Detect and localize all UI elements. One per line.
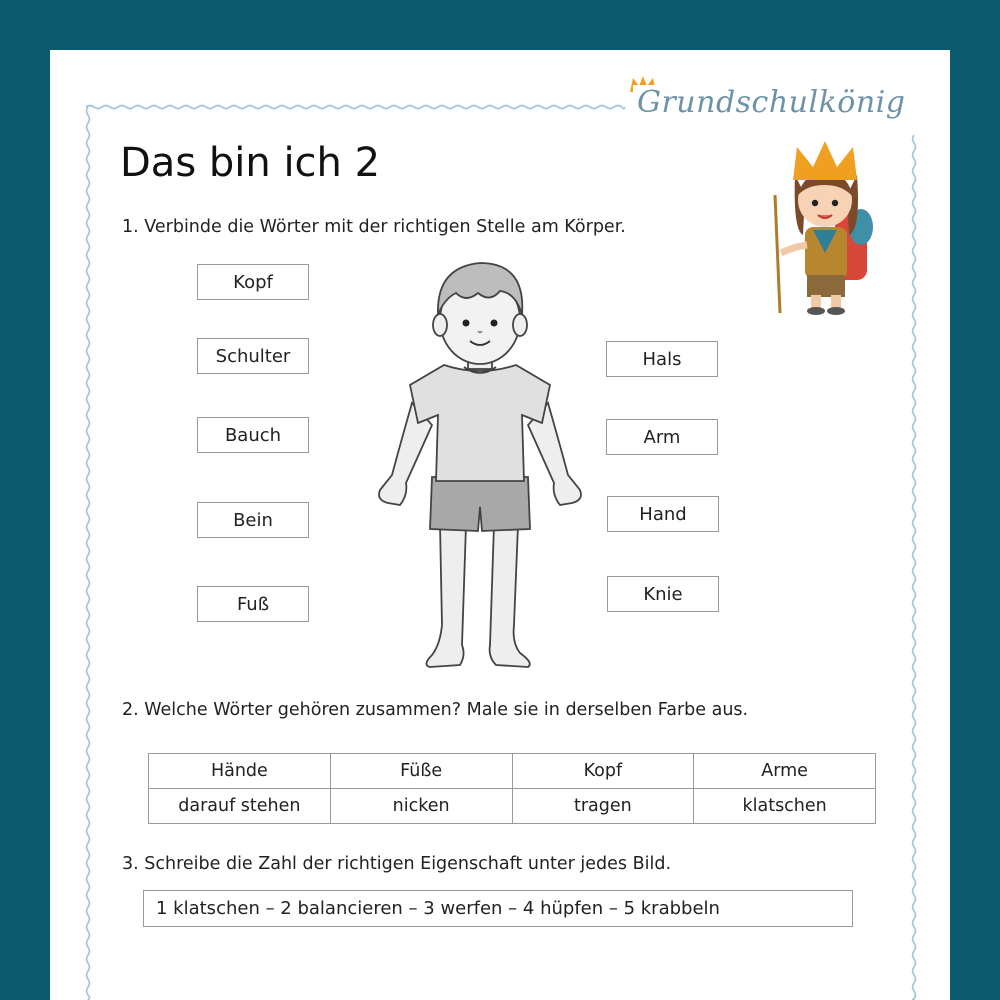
- label-fuss[interactable]: Fuß: [197, 586, 309, 622]
- table-row: [149, 789, 876, 824]
- task2-instruction: 2. Welche Wörter gehören zusammen? Male sie in derselben Farbe aus.: [122, 700, 749, 720]
- table-cell[interactable]: klatschen: [694, 789, 876, 824]
- brand-logo: Grundschulkönig: [633, 85, 909, 120]
- child-explorer-illustration: [765, 135, 885, 315]
- table-cell[interactable]: tragen: [512, 789, 694, 824]
- word-match-table: [148, 753, 876, 824]
- table-cell[interactable]: Arme: [694, 754, 876, 789]
- task3-instruction: 3. Schreibe die Zahl der richtigen Eigenschaft unter jedes Bild.: [122, 854, 672, 874]
- table-cell[interactable]: nicken: [330, 789, 512, 824]
- label-kopf[interactable]: Kopf: [197, 264, 309, 300]
- label-knie[interactable]: Knie: [607, 576, 719, 612]
- label-hals[interactable]: Hals: [606, 341, 718, 377]
- label-bein[interactable]: Bein: [197, 502, 309, 538]
- worksheet: [50, 50, 950, 1000]
- table-cell[interactable]: Hände: [149, 754, 331, 789]
- table-cell[interactable]: darauf stehen: [149, 789, 331, 824]
- page-title: Das bin ich 2: [120, 140, 381, 186]
- boy-body-illustration: [370, 245, 590, 675]
- label-hand[interactable]: Hand: [607, 496, 719, 532]
- properties-list: 1 klatschen – 2 balancieren – 3 werfen – 4 hüpfen – 5 krabbeln: [143, 890, 853, 927]
- table-row: [149, 754, 876, 789]
- table-cell[interactable]: Füße: [330, 754, 512, 789]
- label-bauch[interactable]: Bauch: [197, 417, 309, 453]
- label-arm[interactable]: Arm: [606, 419, 718, 455]
- task1-instruction: 1. Verbinde die Wörter mit der richtigen Stelle am Körper.: [122, 217, 626, 237]
- table-cell[interactable]: Kopf: [512, 754, 694, 789]
- label-schulter[interactable]: Schulter: [197, 338, 309, 374]
